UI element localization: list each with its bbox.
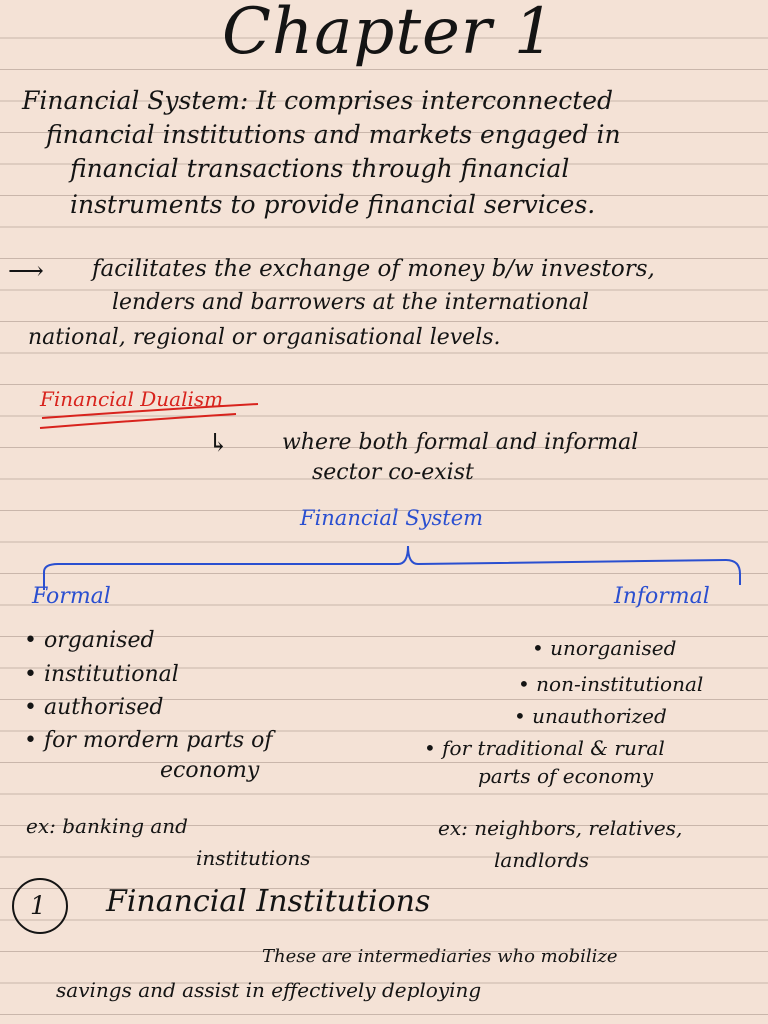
definition-line: financial institutions and markets engaged in — [46, 120, 621, 149]
section-line: savings and assist in effectively deploying — [56, 978, 482, 1002]
definition-line: Financial System: It comprises interconnected — [22, 86, 614, 115]
formal-item: • authorised — [24, 695, 164, 720]
arrow-note-line: national, regional or organisational levels. — [28, 325, 501, 350]
informal-example: ex: neighbors, relatives, — [438, 816, 683, 840]
right-arrow-icon: ⟶ — [8, 256, 44, 285]
section-number: 1 — [30, 891, 46, 920]
formal-item: economy — [160, 758, 260, 783]
formal-example: ex: banking and — [26, 814, 188, 838]
informal-item: • non-institutional — [518, 672, 704, 696]
informal-example: landlords — [494, 848, 590, 872]
arrow-note-line: facilitates the exchange of money b/w investors, — [92, 256, 655, 282]
section-line: These are intermediaries who mobilize — [262, 946, 618, 967]
dualism-heading: Financial Dualism — [40, 387, 224, 411]
chapter-title: Chapter 1 — [222, 0, 556, 69]
definition-line: instruments to provide financial services. — [70, 190, 596, 219]
informal-item: • for traditional & rural — [424, 736, 665, 760]
informal-item: parts of economy — [478, 764, 654, 788]
formal-item: • institutional — [24, 662, 179, 687]
dualism-line: sector co-exist — [312, 460, 474, 485]
informal-item: • unauthorized — [514, 704, 667, 728]
formal-label: Formal — [32, 584, 111, 609]
formal-item: • organised — [24, 628, 155, 653]
diagram-root-label: Financial System — [300, 506, 484, 530]
informal-label: Informal — [614, 584, 710, 609]
hook-arrow-icon: ↳ — [208, 428, 229, 457]
arrow-note-line: lenders and barrowers at the international — [112, 290, 589, 315]
informal-item: • unorganised — [532, 636, 677, 660]
dualism-line: where both formal and informal — [282, 430, 639, 455]
section-heading: Financial Institutions — [106, 884, 431, 919]
definition-line: financial transactions through financial — [70, 154, 570, 183]
formal-item: • for mordern parts of — [24, 728, 273, 753]
formal-example: institutions — [196, 846, 311, 870]
